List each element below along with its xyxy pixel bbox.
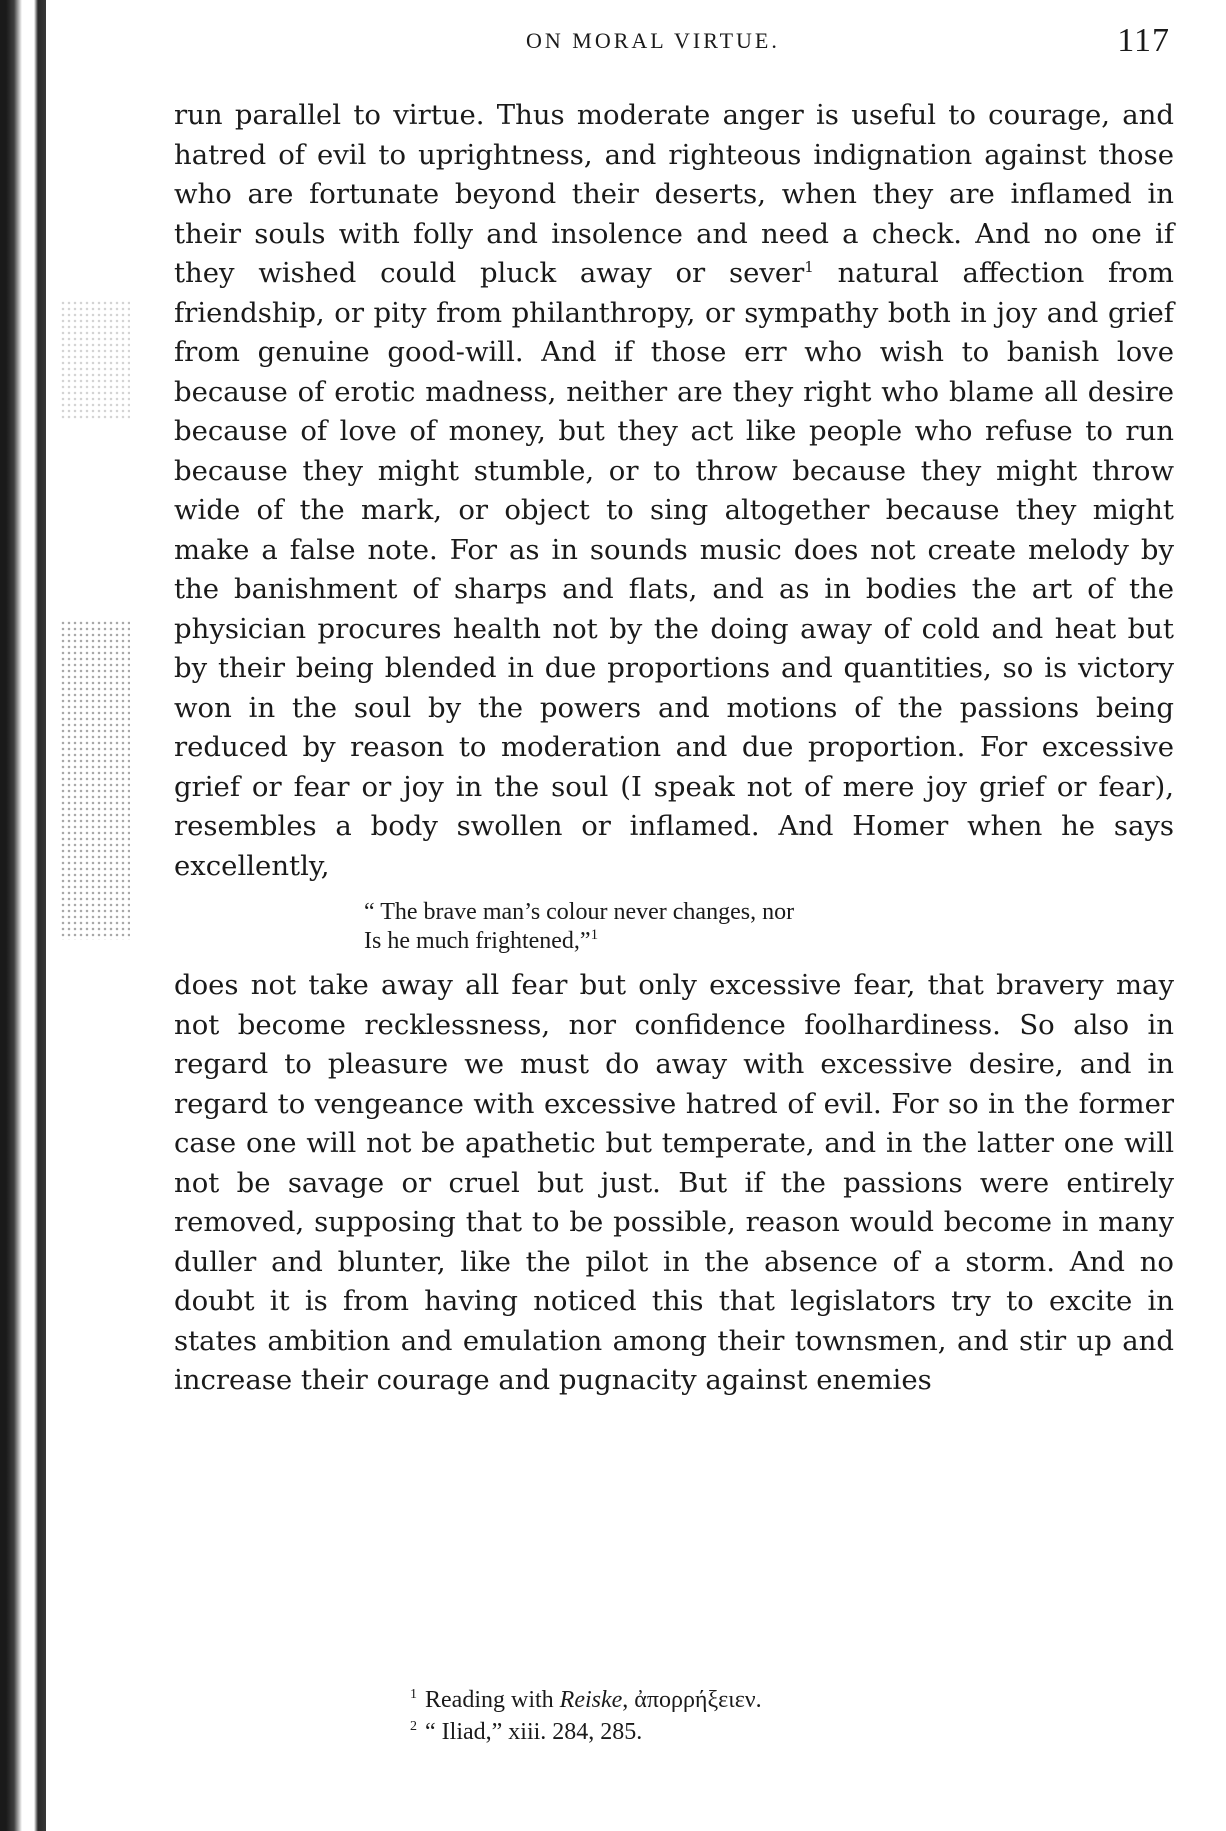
running-head	[174, 22, 1174, 62]
paragraph-1-text: run parallel to virtue. Thus moderate anger is useful to courage, and hatred of evil to uprightness, and righteous indignation against those who are fortunate beyond their deserts, when they are inflamed in their souls with folly and insolence and need a check. And no one if they wished could pluck away or sever	[174, 99, 1174, 289]
footnote-2	[410, 1716, 762, 1748]
paragraph-1-continued: natural affection from friendship, or pity from philanthropy, or sympathy both in joy and grief from genuine good-will. And if those err who wish to banish love because of erotic madness, neither are they right who blame all desire because of love of money, but they act like people who refuse to run because they might stumble, or to throw because they might throw wide of the mark, or object to sing altogether because they might make a false note. For as in sounds music does not create melody by the banishment of sharps and flats, and as in bodies the art of the physician procures health not by the doing away of cold and heat but by their being blended in due proportions and quantities, so is victory won in the soul by the powers and motions of the passions being reduced by reason to moderation and due proportion. For excessive grief or fear or joy in the soul (I speak not of mere joy grief or fear), resembles a body swollen or inflamed. And Homer when he says excellently,	[174, 257, 1174, 882]
paragraph-2: does not take away all fear but only excessive fear, that bravery may not become recklessness, nor confidence foolhardiness. So also in regard to pleasure we must do away with excessive desire, and in regard to vengeance with excessive hatred of evil. For so in the former case one will not be apathetic but temperate, and in the latter one will not be savage or cruel but just. But if the passions were entirely removed, supposing that to be possible, reason would become in many duller and blunter, like the pilot in the absence of a storm. And no doubt it is from having noticed this that legislators try to excite in states ambition and emulation among their townsmen, and stir up and increase their courage and pugnacity against enemies	[174, 969, 1174, 1396]
footnote-ref: 1	[804, 257, 814, 276]
book-page	[174, 0, 1174, 1831]
page-number: 117	[1117, 22, 1170, 59]
verse-quotation	[364, 898, 1174, 956]
footnote-number: 1	[410, 1687, 417, 1702]
paragraph-1	[174, 96, 1174, 886]
binding-edge-shadow	[0, 0, 46, 1831]
footnote-1	[410, 1684, 762, 1716]
footnote-text: “ Iliad,” xiii. 284, 285.	[425, 1719, 643, 1745]
footnote-text: Reading with	[425, 1687, 560, 1713]
scan-speckle	[60, 300, 130, 420]
footnote-text-after: , ἀπορρήξειεν.	[622, 1687, 762, 1713]
footnote-ref: 1	[590, 927, 599, 943]
quote-line-2	[364, 927, 1174, 956]
footnote-italic: Reiske	[559, 1687, 623, 1713]
footnote-number: 2	[410, 1719, 417, 1734]
scan-speckle	[60, 620, 130, 940]
footnotes	[410, 1684, 762, 1748]
main-text	[174, 96, 1174, 1401]
quote-line-1: “ The brave man’s colour never changes, nor	[364, 899, 795, 925]
quote-line-2-text: Is he much frightened,”	[364, 928, 591, 954]
running-title: ON MORAL VIRTUE.	[526, 28, 780, 53]
